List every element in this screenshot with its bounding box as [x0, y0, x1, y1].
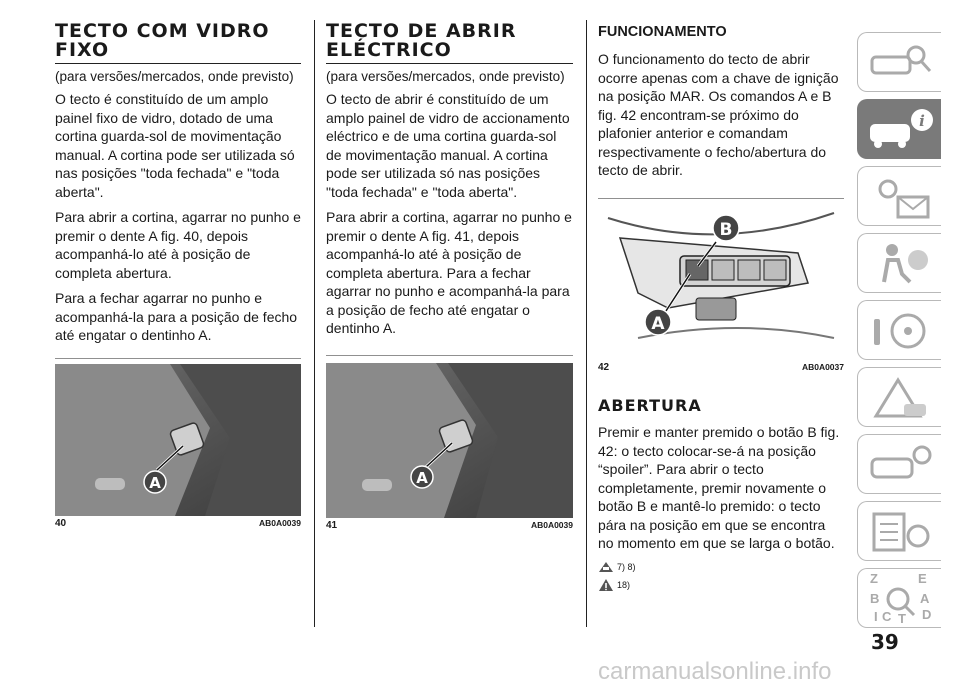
title-line-1: TECTO DE ABRIR: [326, 20, 517, 42]
page-number: 39: [871, 630, 899, 654]
tab-warning-lights[interactable]: [857, 166, 941, 226]
index-letter: I: [874, 609, 878, 624]
paragraph: Para a fechar agarrar no punho e acompanhá-la para a posição de fecho até engatar o dentinho A.: [55, 290, 298, 343]
index-letter: Z: [870, 571, 878, 586]
vehicle-damage-icon: [598, 560, 614, 574]
figure-caption: [598, 362, 844, 373]
airbag-seat-icon: [858, 234, 942, 294]
figure-caption: [326, 520, 573, 531]
callout-a: A: [149, 474, 161, 492]
car-service-icon: [858, 435, 942, 495]
index-letter: D: [922, 607, 932, 622]
callout-a: A: [416, 469, 428, 487]
watermark: carmanualsonline.info: [598, 658, 832, 685]
steering-wheel-icon: [858, 301, 942, 361]
section-opening: [598, 396, 844, 596]
tab-car-info[interactable]: [857, 99, 941, 159]
index-letter: E: [918, 571, 927, 586]
section-fixed-glass-roof: [55, 0, 301, 352]
figure-41: [326, 355, 573, 531]
warning-icon: [598, 578, 614, 592]
paragraph: Premir e manter premido o botão B fig. 42: o tecto colocar-se-á na posição “spoiler”. Para abrir o tecto completamente, premir novamente o botão B e mantê-lo premido: o tecto pára na posição em que se encontra no momento em que se larga o botão.: [598, 424, 840, 551]
index-letter: T: [898, 611, 906, 626]
index-letter: A: [920, 591, 930, 606]
section-title: ABERTURA: [598, 396, 702, 415]
paragraph: Para abrir a cortina, agarrar no punho e premir o dente A fig. 40, depois acompanhá-lo até à posição de completa abertura.: [55, 209, 301, 281]
paragraph: Para abrir a cortina, agarrar no punho e premir o dente A fig. 41, depois acompanhá-lo até à posição de completa abertura. Para a fechar agarrar no punho e acompanhá-la para a posição de fecho até engatar o dentinho A.: [326, 209, 572, 336]
sunroof-controls-illustration: [598, 198, 844, 360]
road-hazard-icon: [858, 368, 942, 428]
roof-blind-handle-illustration: [326, 355, 573, 518]
car-info-icon: [858, 100, 942, 160]
tab-technical-data[interactable]: [857, 501, 941, 561]
figure-number: 42: [598, 362, 610, 373]
figure-id: AB0A0039: [258, 518, 301, 528]
figure-number: 40: [55, 518, 67, 529]
figure-caption: [55, 518, 301, 529]
warning-light-icon: [858, 167, 942, 227]
reference-numbers: 7) 8): [617, 561, 636, 572]
tab-safety[interactable]: [857, 233, 941, 293]
title-line-1: TECTO COM VIDRO: [55, 20, 270, 42]
figure-number: 41: [326, 520, 338, 531]
cross-reference: [598, 560, 844, 574]
roof-blind-handle-illustration: [55, 358, 301, 516]
tab-driving[interactable]: [857, 300, 941, 360]
tab-maintenance[interactable]: [857, 434, 941, 494]
index-letter: B: [870, 591, 880, 606]
cross-reference: [598, 578, 844, 592]
figure-42: [598, 198, 844, 373]
tab-index[interactable]: [857, 568, 941, 628]
specifications-icon: [858, 502, 942, 562]
section-heading: FUNCIONAMENTO: [598, 24, 727, 40]
title-line-2: FIXO: [55, 39, 110, 61]
reference-numbers: 18): [617, 579, 631, 590]
column-divider: [586, 20, 587, 627]
section-title: [55, 0, 301, 64]
title-line-2: ELÉCTRICO: [326, 39, 452, 61]
callout-b: B: [719, 220, 733, 240]
section-operation: [598, 0, 844, 187]
figure-id: AB0A0039: [530, 520, 573, 530]
column-divider: [314, 20, 315, 627]
figure-id: AB0A0037: [801, 362, 844, 372]
paragraph: O tecto é constituído de um amplo painel fixo de vidro, dotado de uma cortina guarda-sol de movimentação manual. A cortina pode ser utilizada só nas posições "toda fechada" e "toda aberta".: [55, 91, 295, 200]
section-title: [326, 0, 573, 64]
paragraph: O tecto de abrir é constituído de um amplo painel de vidro de accionamento eléctrico e de uma cortina guarda-sol de movimentação manual. A cortina pode ser utilizada só nas posições "toda fechada" e "toda aberta".: [326, 91, 570, 200]
svg-text:i: i: [919, 112, 925, 130]
section-electric-sunroof: [326, 0, 573, 345]
tab-car-search[interactable]: [857, 32, 941, 92]
figure-40: [55, 358, 301, 529]
section-subtitle: (para versões/mercados, onde previsto): [55, 69, 294, 84]
section-subtitle: (para versões/mercados, onde previsto): [326, 69, 565, 84]
car-search-icon: [858, 33, 942, 93]
paragraph: O funcionamento do tecto de abrir ocorre apenas com a chave de ignição na posição MAR. Os comandos A e B fig. 42 encontram-se próximo do plafonier anterior e comandam respectivamente o fecho/abertura do tecto de abrir.: [598, 51, 839, 178]
tab-emergency[interactable]: [857, 367, 941, 427]
index-letter: C: [882, 609, 892, 624]
callout-a: A: [651, 314, 665, 334]
